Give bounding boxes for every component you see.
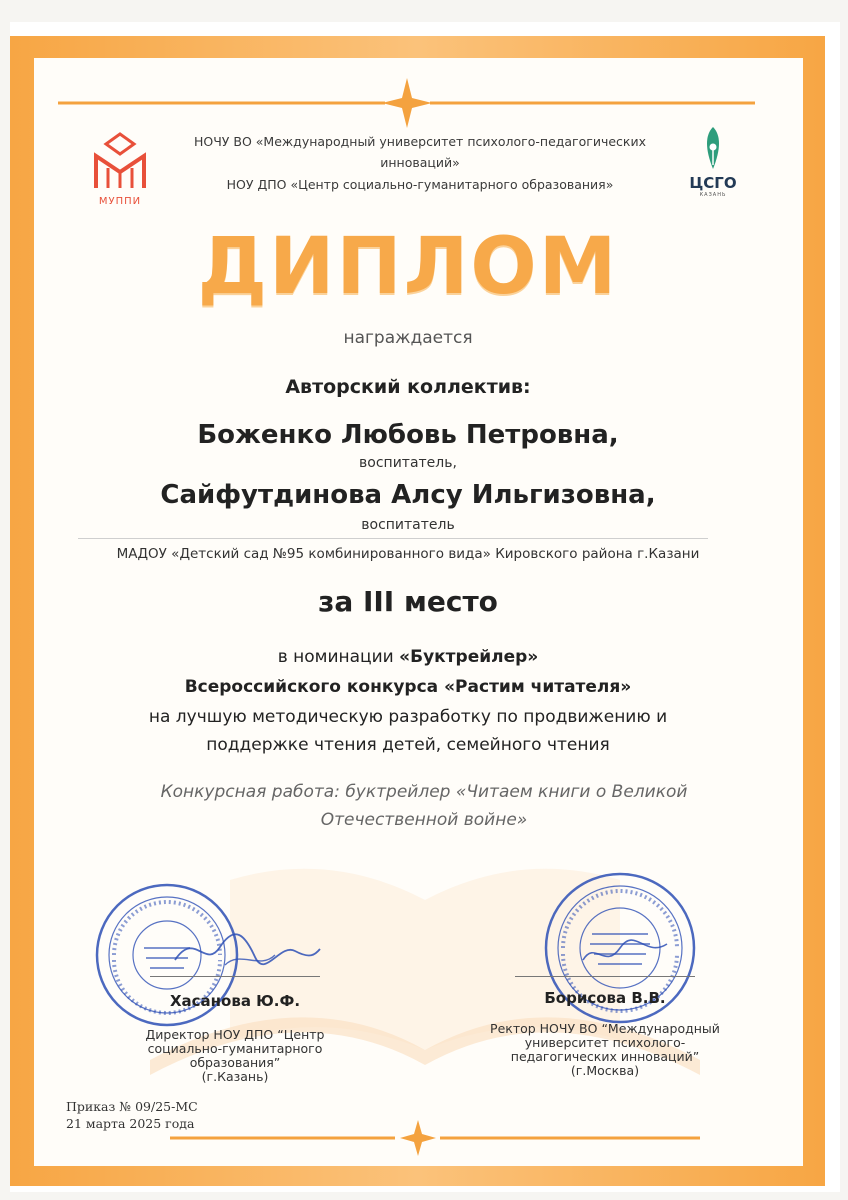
person2-role: воспитатель [361,517,455,533]
nomination-line [0,647,816,667]
header-org-1: НОЧУ ВО «Международный университет психолого-педагогических [194,134,646,149]
nomination-prefix: в номинации [277,647,400,667]
left-signer-role-4: (г.Казань) [201,1069,269,1084]
person1-role: воспитатель, [359,455,457,471]
muppi-logo-label: МУППИ [98,196,142,207]
place-label: за III место [318,585,498,618]
right-signer-name: Борисова В.В. [544,989,666,1007]
work-title-2: Отечественной войне» [320,810,528,830]
right-signer-role-2: университет психолого- [524,1035,686,1050]
contest-prefix: Всероссийского конкурса [184,677,445,697]
header-org-1-cont: инноваций» [380,155,460,170]
contest-line [0,677,816,697]
left-signature-line [150,976,320,977]
right-signer-role-1: Ректор НОЧУ ВО “Международный [490,1021,720,1036]
right-signer-role-4: (г.Москва) [570,1063,640,1078]
work-title-1: Конкурсная работа: буктрейлер «Читаем книги о Великой [160,782,688,802]
csgo-logo-sublabel: КАЗАНЬ [699,192,727,198]
nomination-name: «Буктрейлер» [399,647,539,667]
contest-description-2: поддержке чтения детей, семейного чтения [206,735,610,755]
csgo-logo-label: ЦСГО [689,174,737,192]
right-signature-line [515,976,695,977]
person1-name: Боженко Любовь Петровна, [197,420,619,450]
left-signature [165,925,325,980]
left-signer-role-2: социально-гуманитарного [147,1041,323,1056]
order-date: 21 марта 2025 года [66,1116,195,1131]
organization-line: МАДОУ «Детский сад №95 комбинированного вида» Кировского района г.Казани [116,546,700,562]
contest-description-1: на лучшую методическую разработку по продвижению и [148,707,668,727]
collective-label: Авторский коллектив: [285,376,531,398]
organization-underline [78,538,708,539]
person2-name: Сайфутдинова Алсу Ильгизовна, [160,480,656,510]
right-signature [575,930,675,980]
left-signer-role-3: образования” [189,1055,281,1070]
diploma-title: ДИПЛОМ [197,222,619,312]
muppi-logo [88,130,152,210]
left-signer-role-1: Директор НОУ ДПО “Центр [145,1027,325,1042]
left-signer-name: Хасанова Ю.Ф. [169,992,301,1010]
order-number: Приказ № 09/25-МС [66,1099,198,1114]
header-org-2: НОУ ДПО «Центр социально-гуманитарного образования» [226,177,614,192]
contest-name: «Растим читателя» [444,677,632,697]
right-signer-role-3: педагогических инноваций” [510,1049,700,1064]
awarded-label: награждается [343,328,473,348]
